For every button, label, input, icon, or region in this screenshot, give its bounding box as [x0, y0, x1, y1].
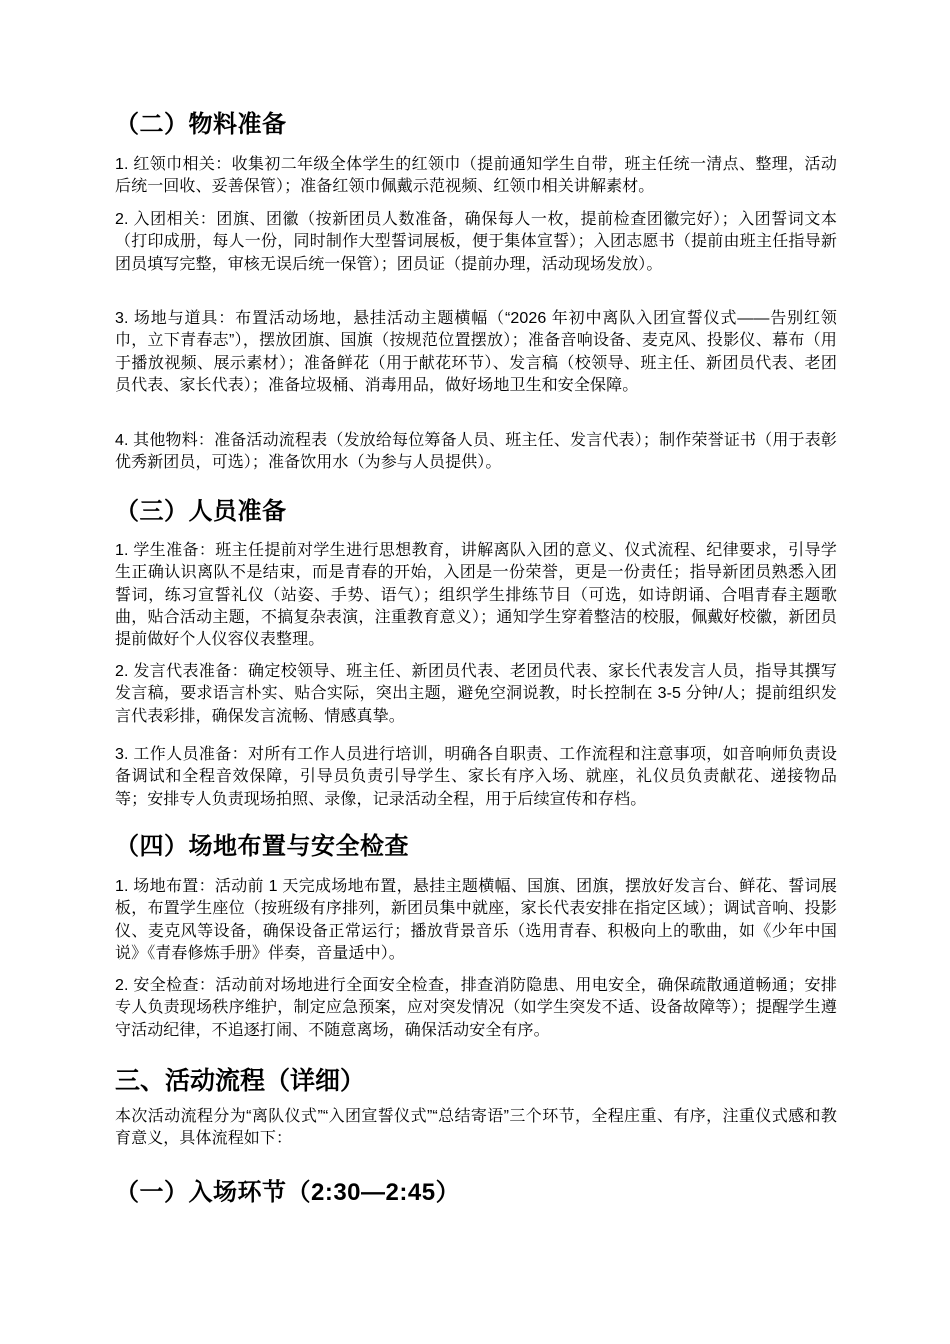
venue-item-1: 1. 场地布置：活动前 1 天完成场地布置，悬挂主题横幅、国旗、团旗，摆放好发言台、鲜花、誓词展板，布置学生座位（按班级有序排列，新团员集中就座，家长代表安排在指定区域）；调试音响、投影仪、麦克风等设备，确保设备正常运行；播放背景音乐（选用青春、积极向上的歌曲，如《少年中国说》《青春修炼手册》伴奏，音量适中）。 [115, 878, 837, 962]
materials-item-1: 1. 红领巾相关：收集初二年级全体学生的红领巾（提前通知学生自带，班主任统一清点、整理，活动后统一回收、妥善保管）；准备红领巾佩戴示范视频、红领巾相关讲解素材。 [115, 156, 837, 196]
personnel-item-1: 1. 学生准备：班主任提前对学生进行思想教育，讲解离队入团的意义、仪式流程、纪律要求，引导学生正确认识离队不是结束，而是青春的开始，入团是一份荣誉，更是一份责任；指导新团员熟悉入团誓词，练习宣誓礼仪（站姿、手势、语气）；组织学生排练节目（可选，如诗朗诵、合唱青春主题歌曲，贴合活动主题，不搞复杂表演，注重教育意义）；通知学生穿着整洁的校服，佩戴好校徽，新团员提前做好个人仪容仪表整理。 [115, 542, 837, 649]
venue-item-2-wrap [115, 975, 837, 1042]
personnel-item-3-wrap [115, 744, 837, 811]
materials-item-2: 2. 入团相关：团旗、团徽（按新团员人数准备，确保每人一枚，提前检查团徽完好）；入团誓词文本（打印成册，每人一份，同时制作大型誓词展板，便于集体宣誓）；入团志愿书（提前由班主任指导新团员填写完整，审核无误后统一保管）；团员证（提前办理，活动现场发放）。 [115, 211, 837, 273]
process-heading: 三、活动流程（详细） [115, 1067, 366, 1095]
process-intro: 本次活动流程分为“离队仪式”“入团宣誓仪式”“总结寄语”三个环节，全程庄重、有序，注重仪式感和教育意义，具体流程如下： [115, 1108, 837, 1148]
venue-heading: （四）场地布置与安全检查 [115, 833, 409, 860]
materials-item-1-wrap [115, 154, 837, 199]
personnel-item-2: 2. 发言代表准备：确定校领导、班主任、新团员代表、老团员代表、家长代表发言人员，指导其撰写发言稿，要求语言朴实、贴合实际，突出主题，避免空洞说教，时长控制在 3-5 分钟/人；提前组织发言代表彩排，确保发言流畅、情感真挚。 [115, 663, 837, 725]
materials-item-4: 4. 其他物料：准备活动流程表（发放给每位筹备人员、班主任、发言代表）；制作荣誉证书（用于表彰优秀新团员，可选）；准备饮用水（为参与人员提供）。 [115, 432, 837, 472]
materials-section [115, 110, 837, 140]
personnel-heading: （三）人员准备 [115, 498, 287, 525]
personnel-section [115, 497, 837, 527]
venue-item-1-wrap [115, 876, 837, 965]
materials-item-3-wrap [115, 308, 837, 397]
materials-heading: （二）物料准备 [115, 111, 287, 138]
materials-item-2-wrap [115, 209, 837, 276]
materials-item-3: 3. 场地与道具：布置活动场地，悬挂活动主题横幅（“2026 年初中离队入团宣誓仪式——告别红领巾，立下青春志”），摆放团旗、国旗（按规范位置摆放）；准备音响设备、麦克风、投影仪、幕布（用于播放视频、展示素材）；准备鲜花（用于献花环节）、发言稿（校领导、班主任、新团员代表、老团员代表、家长代表）；准备垃圾桶、消毒用品，做好场地卫生和安全保障。 [115, 310, 837, 394]
materials-item-4-wrap [115, 430, 837, 475]
venue-section [115, 832, 837, 862]
venue-item-2: 2. 安全检查：活动前对场地进行全面安全检查，排查消防隐患、用电安全，确保疏散通道畅通；安排专人负责现场秩序维护，制定应急预案，应对突发情况（如学生突发不适、设备故障等）；提醒学生遵守活动纪律，不追逐打闹、不随意离场，确保活动安全有序。 [115, 977, 837, 1039]
personnel-item-3: 3. 工作人员准备：对所有工作人员进行培训，明确各自职责、工作流程和注意事项，如音响师负责设备调试和全程音效保障，引导员负责引导学生、家长有序入场、就座，礼仪员负责献花、递接物品等；安排专人负责现场拍照、录像，记录活动全程，用于后续宣传和存档。 [115, 746, 837, 808]
process-intro-wrap [115, 1106, 837, 1151]
process-section [115, 1066, 837, 1096]
entry-heading: （一）入场环节（2:30—2:45） [115, 1179, 461, 1206]
personnel-item-2-wrap [115, 661, 837, 728]
entry-section [115, 1178, 837, 1208]
personnel-item-1-wrap [115, 540, 837, 651]
